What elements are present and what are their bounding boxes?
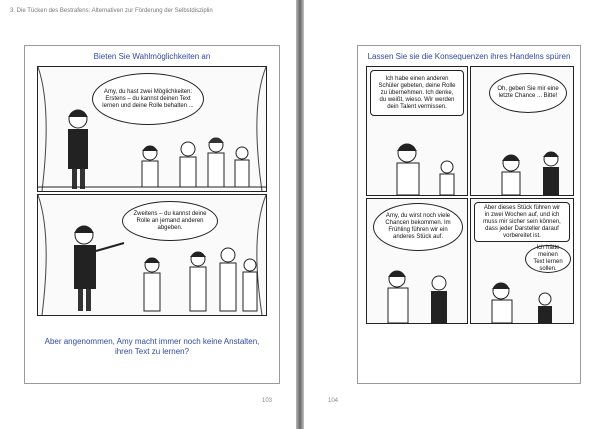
speech-bubble: Aber dieses Stück führen wir in zwei Wochen auf, und ich muss mir sicher sein können, dass jeder Darsteller darauf vorbereitet ist. [474, 202, 570, 242]
left-page [0, 0, 296, 429]
left-panel-2 [37, 194, 267, 316]
left-panel-1 [37, 66, 267, 192]
page-number: 103 [262, 398, 273, 404]
right-panel-3 [366, 198, 468, 324]
left-comic-box [24, 45, 280, 384]
speech-bubble: Amy, du wirst noch viele Chancen bekommen. Im Frühling führen wir ein anderes Stück auf. [373, 203, 463, 251]
speech-bubble: Amy, du hast zwei Möglichkeiten: Erstens – du kannst deinen Text lernen und deine Rolle behalten ... [92, 73, 204, 125]
running-header: 3. Die Tücken des Bestrafens: Alternativen zur Förderung der Selbstdisziplin [10, 8, 213, 14]
speech-bubble: Ich hätte meinen Text lernen sollen. [525, 245, 571, 273]
right-panel-1 [366, 66, 468, 196]
page-number: 104 [328, 398, 339, 404]
right-box-title: Lassen Sie sie die Konsequenzen ihres Handelns spüren [367, 52, 571, 61]
left-box-title: Bieten Sie Wahlmöglichkeiten an [93, 52, 211, 61]
right-comic-box [357, 45, 581, 384]
left-caption: Aber angenommen, Amy macht immer noch keine Anstalten, ihren Text zu lernen? [44, 337, 260, 356]
right-panel-2 [470, 66, 574, 196]
speech-bubble: Oh, geben Sie mir eine letzte Chance ... Bitte! [489, 73, 567, 113]
right-page [304, 0, 600, 429]
right-panel-4 [470, 198, 574, 324]
book-gutter [296, 0, 304, 429]
speech-bubble: Ich habe einen anderen Schüler gebeten, deine Rolle zu übernehmen. Ich denke, du weißt, wieso. Wir werden dein Talent vermissen. [370, 70, 464, 116]
speech-bubble: Zweitens – du kannst deine Rolle an jemand anderen abgeben. [122, 201, 218, 241]
